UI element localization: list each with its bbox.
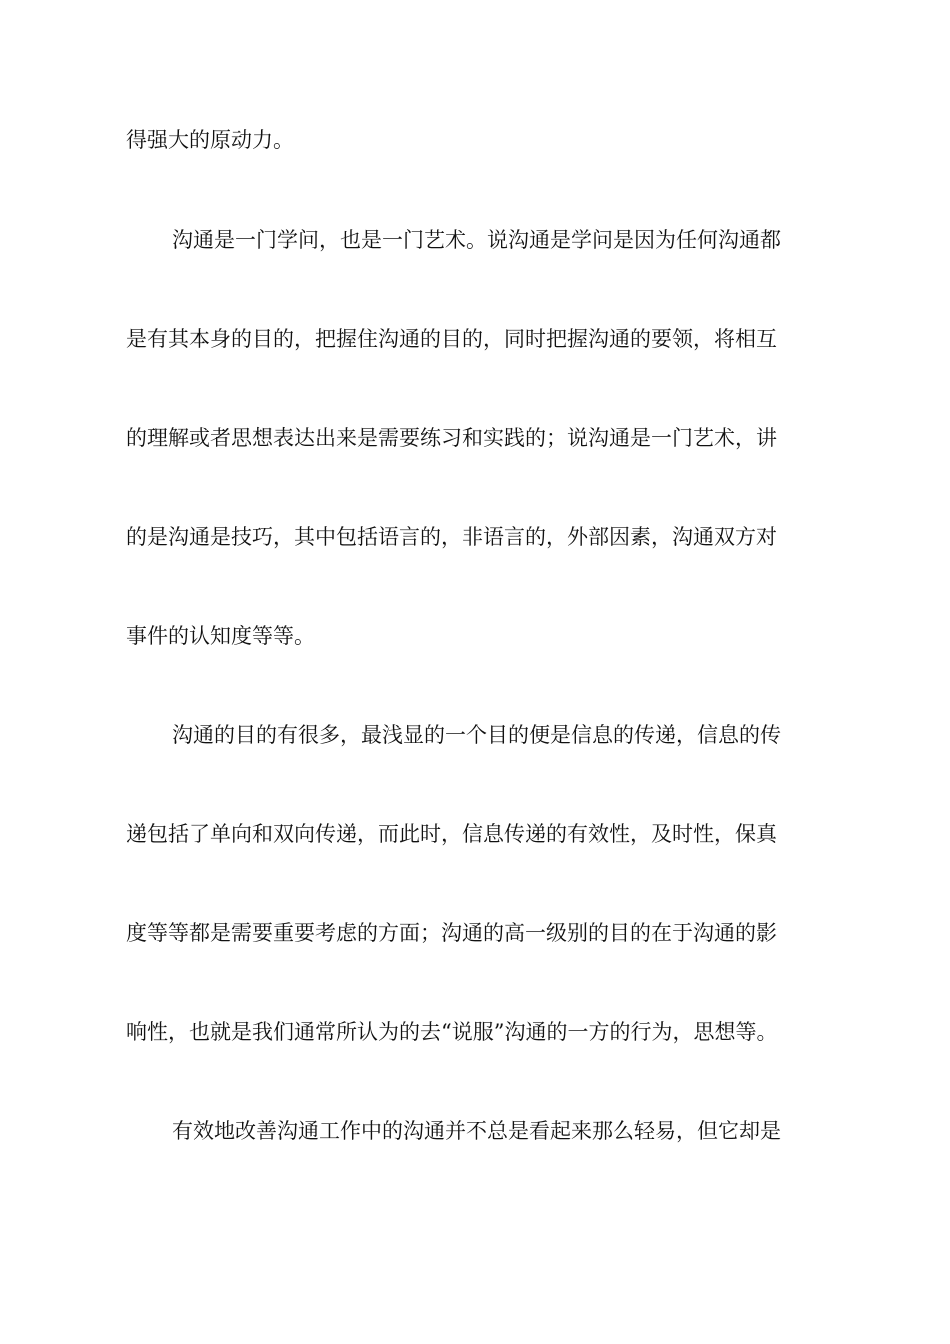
paragraph-1-line-3: 的理解或者思想表达出来是需要练习和实践的；说沟通是一门艺术，讲 xyxy=(126,426,777,450)
paragraph-3-line-1: 有效地改善沟通工作中的沟通并不总是看起来那么轻易，但它却是 xyxy=(172,1119,781,1143)
text-line-1: 得强大的原动力。 xyxy=(126,128,294,152)
paragraph-1-line-5: 事件的认知度等等。 xyxy=(126,624,315,648)
paragraph-1-line-2: 是有其本身的目的，把握住沟通的目的，同时把握沟通的要领，将相互 xyxy=(126,327,777,351)
paragraph-2-line-4: 响性，也就是我们通常所认为的去“说服”沟通的一方的行为，思想等。 xyxy=(126,1020,778,1044)
paragraph-1-line-4: 的是沟通是技巧，其中包括语言的，非语言的，外部因素，沟通双方对 xyxy=(126,525,777,549)
paragraph-2-line-1: 沟通的目的有很多，最浅显的一个目的便是信息的传递，信息的传 xyxy=(172,723,781,747)
paragraph-2-line-3: 度等等都是需要重要考虑的方面；沟通的高一级别的目的在于沟通的影 xyxy=(126,921,777,945)
paragraph-2-line-2: 递包括了单向和双向传递，而此时，信息传递的有效性，及时性，保真 xyxy=(126,822,777,846)
paragraph-1-line-1: 沟通是一门学问，也是一门艺术。说沟通是学问是因为任何沟通都 xyxy=(172,228,781,252)
